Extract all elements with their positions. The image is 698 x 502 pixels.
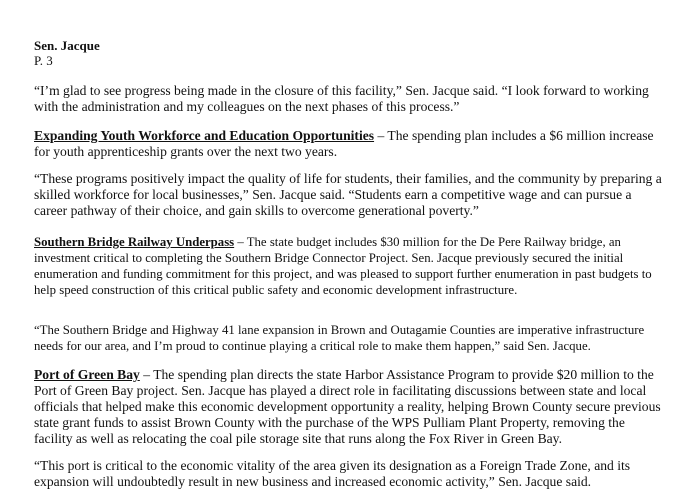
paragraph-text: “This port is critical to the economic vitality of the area given its designation as a Foreign Trade Zone, and its expansion will undoubtedly result in new business and increased economic activity,” Sen. Jacque said. xyxy=(34,458,631,489)
section-heading: Expanding Youth Workforce and Education Opportunities xyxy=(34,128,375,143)
section-heading: Port of Green Bay xyxy=(34,367,140,382)
quote-paragraph xyxy=(34,83,666,115)
section-paragraph xyxy=(34,234,666,298)
section-heading: Southern Bridge Railway Underpass xyxy=(34,235,235,249)
paragraph-text: – The state budget includes $30 million for the De Pere Railway bridge, an investment critical to completing the Southern Bridge Connector Project. Sen. Jacque previously secured the initial enumeration and funding commitment for this project, and was pleased to support further enumeration in past budgets to help speed construction of this critical public safety and economic development infrastructure. xyxy=(34,235,652,297)
page-number: P. 3 xyxy=(34,53,53,68)
paragraph-text: “These programs positively impact the quality of life for students, their families, and the community by preparing a skilled workforce for local businesses,” Sen. Jacque said. “Students earn a competitive wage and can pursue a career pathway of their choice, and gain skills to overcome generational poverty.” xyxy=(34,171,662,218)
quote-paragraph xyxy=(34,458,666,490)
senator-name: Sen. Jacque xyxy=(34,38,100,53)
section-paragraph xyxy=(34,367,666,447)
page-header xyxy=(34,38,100,68)
section-paragraph xyxy=(34,128,666,160)
paragraph-text: – The spending plan directs the state Harbor Assistance Program to provide $20 million to the Port of Green Bay project. Sen. Jacque has played a direct role in facilitating discussions between state and local officials that helped make this economic development opportunity a reality, helping Brown County secure previous state grant funds to assist Brown County with the purchase of the WPS Pulliam Plant Property, removing the facility as well as relocating the coal pile storage site that runs along the Fox River in Green Bay. xyxy=(34,367,661,446)
paragraph-text: “The Southern Bridge and Highway 41 lane expansion in Brown and Outagamie Counties are imperative infrastructure needs for our area, and I’m proud to continue playing a critical role to make them happen,” said Sen. Jacque. xyxy=(34,323,645,353)
quote-paragraph xyxy=(34,171,666,219)
paragraph-text: – The spending plan includes a $6 million increase for youth apprenticeship grants over the next two years. xyxy=(34,128,654,159)
quote-paragraph xyxy=(34,322,666,354)
paragraph-text: “I’m glad to see progress being made in the closure of this facility,” Sen. Jacque said. “I look forward to working with the administration and my colleagues on the next phases of this process.” xyxy=(34,83,649,114)
